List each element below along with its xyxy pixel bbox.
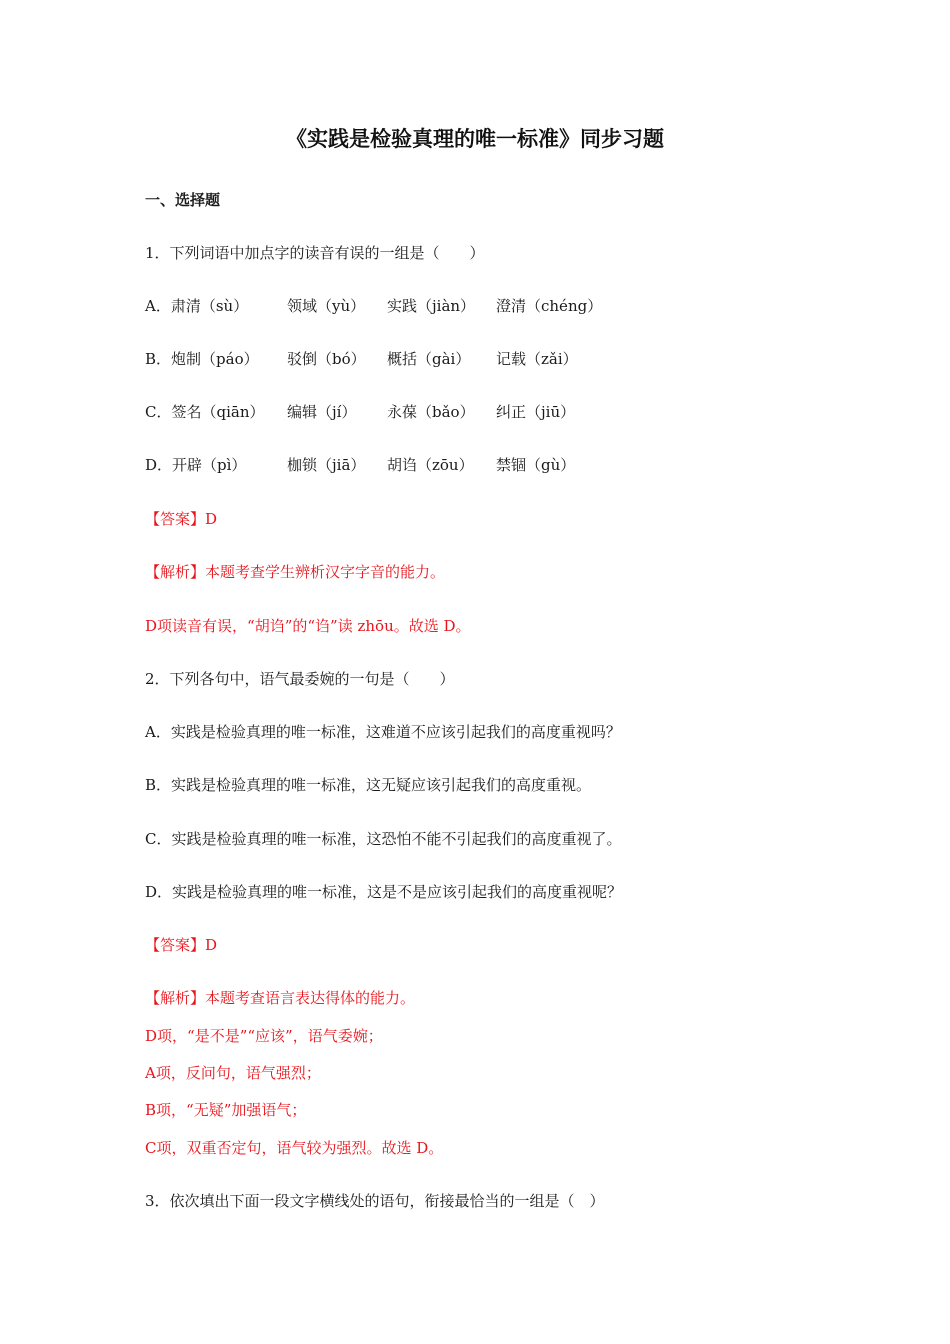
option-d-word-3: 胡诌（zōu） (387, 456, 474, 474)
question-2-analysis-line-3: B项，“无疑”加强语气； (145, 1101, 307, 1119)
question-1-analysis-detail: D项读音有误，“胡诌”的“诌”读 zhōu。故选 D。 (145, 617, 471, 635)
question-2-analysis-line-4: C项，双重否定句，语气较为强烈。故选 D。 (145, 1139, 444, 1157)
option-b-word-2: 驳倒（bó） (287, 350, 366, 368)
option-b-word-1: B．炮制（páo） (145, 350, 259, 368)
question-2-option-a: A．实践是检验真理的唯一标准，这难道不应该引起我们的高度重视吗？ (145, 723, 621, 741)
document-title: 《实践是检验真理的唯一标准》同步习题 (286, 127, 664, 151)
question-2-option-c: C．实践是检验真理的唯一标准，这恐怕不能不引起我们的高度重视了。 (145, 830, 622, 848)
question-2-option-b: B．实践是检验真理的唯一标准，这无疑应该引起我们的高度重视。 (145, 776, 592, 794)
question-2-analysis-line-1: D项，“是不是”“应该”，语气委婉； (145, 1027, 383, 1045)
option-a-word-4: 澄清（chéng） (496, 297, 603, 315)
section-heading: 一、选择题 (145, 191, 221, 209)
option-a-word-2: 领域（yù） (287, 297, 366, 315)
question-1-analysis: 【解析】本题考查学生辨析汉字字音的能力。 (145, 563, 446, 581)
option-b-word-3: 概括（gài） (387, 350, 471, 368)
question-2-answer: 【答案】D (145, 936, 218, 954)
option-a-word-1: A．肃清（sù） (145, 297, 249, 315)
option-c-word-3: 永葆（bǎo） (387, 403, 475, 421)
question-1-stem: 1．下列词语中加点字的读音有误的一组是（ ） (145, 244, 485, 262)
question-2-analysis: 【解析】本题考查语言表达得体的能力。 (145, 989, 416, 1007)
question-2-option-d: D．实践是检验真理的唯一标准，这是不是应该引起我们的高度重视呢？ (145, 883, 623, 901)
option-c-word-2: 编辑（jí） (287, 403, 357, 421)
option-c-word-4: 纠正（jiū） (496, 403, 576, 421)
option-d-word-1: D．开辟（pì） (145, 456, 247, 474)
question-2-stem: 2．下列各句中，语气最委婉的一句是（ ） (145, 670, 455, 688)
option-c-word-1: C．签名（qiān） (145, 403, 265, 421)
question-1-answer: 【答案】D (145, 510, 218, 528)
question-3-stem: 3．依次填出下面一段文字横线处的语句，衔接最恰当的一组是（ ） (145, 1192, 605, 1210)
question-2-analysis-line-2: A项，反问句，语气强烈； (145, 1064, 321, 1082)
option-d-word-2: 枷锁（jiā） (287, 456, 366, 474)
option-b-word-4: 记载（zǎi） (496, 350, 578, 368)
option-a-word-3: 实践（jiàn） (387, 297, 476, 315)
option-d-word-4: 禁锢（gù） (496, 456, 576, 474)
